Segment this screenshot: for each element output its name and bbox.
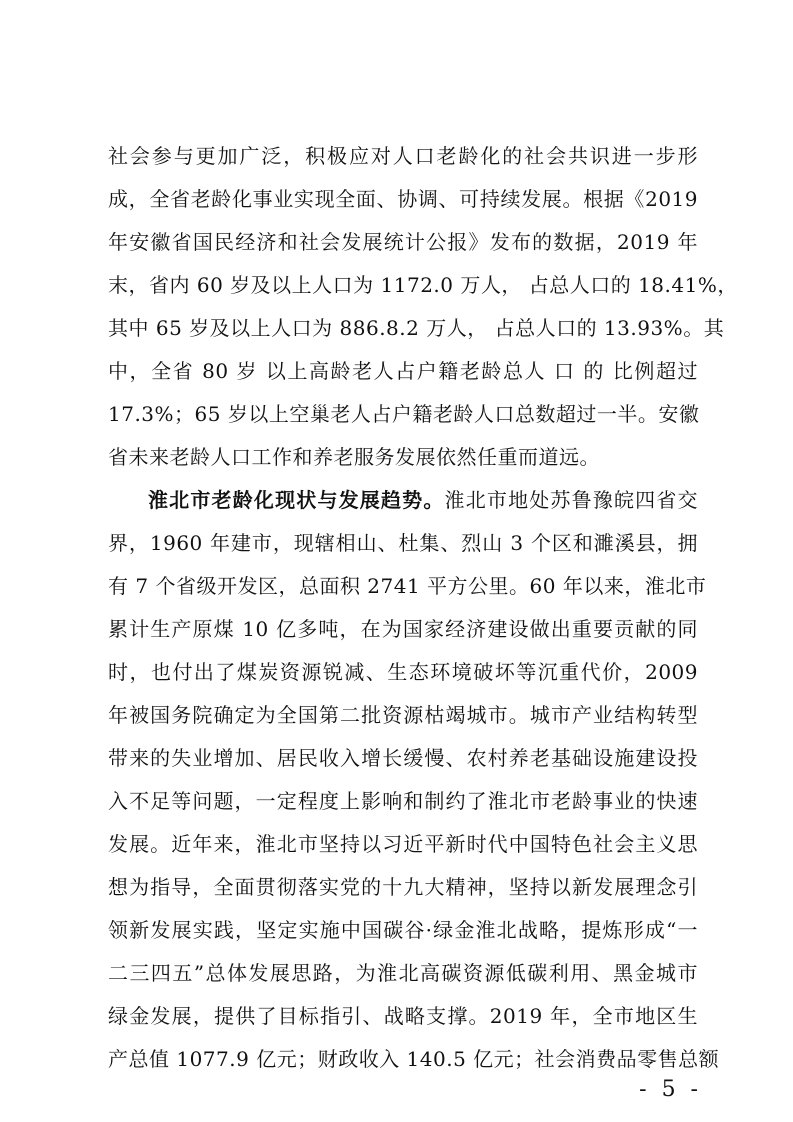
paragraph-2-line-5: 时，也付出了煤炭资源锐减、生态环境破坏等沉重代价，2009 [108,660,698,684]
paragraph-1-line-8: 省未来老龄人口工作和养老服务发展依然任重而道远。 [108,445,600,469]
paragraph-2-line-13: 绿金发展，提供了目标指引、战略支撑。2019 年，全市地区生 [108,1004,698,1028]
paragraph-2-line-1-text: 淮北市地处苏鲁豫皖四省交 [444,488,699,512]
paragraph-2-line-8: 入不足等问题，一定程度上影响和制约了淮北市老龄事业的快速 [108,789,698,813]
paragraph-2-line-7: 带来的失业增加、居民收入增长缓慢、农村养老基础设施建设投 [108,746,698,770]
paragraph-1-line-2: 成，全省老龄化事业实现全面、协调、可持续发展。根据《2019 [108,187,698,211]
paragraph-1-line-3: 年安徽省国民经济和社会发展统计公报》发布的数据，2019 年 [108,230,698,254]
paragraph-1-line-1: 社会参与更加广泛，积极应对人口老龄化的社会共识进一步形 [108,144,698,168]
paragraph-2-line-3: 有 7 个省级开发区，总面积 2741 平方公里。60 年以来，淮北市 [108,574,707,598]
page-number: - 5 - [639,1077,702,1102]
paragraph-1-line-5: 其中 65 岁及以上人口为 886.8.2 万人， 占总人口的 13.93%。其 [108,316,725,340]
paragraph-2-line-6: 年被国务院确定为全国第二批资源枯竭城市。城市产业结构转型 [108,703,698,727]
paragraph-2-line-12: 二三四五”总体发展思路，为淮北高碳资源低碳利用、黑金城市 [108,961,698,985]
paragraph-2-line-14: 产总值 1077.9 亿元；财政收入 140.5 亿元；社会消费品零售总额 [108,1047,720,1071]
paragraph-1-line-4: 末，省内 60 岁及以上人口为 1172.0 万人， 占总人口的 18.41%， [108,273,738,297]
paragraph-2-line-9: 发展。近年来，淮北市坚持以习近平新时代中国特色社会主义思 [108,832,698,856]
paragraph-2-line-1 [148,482,698,518]
paragraph-1-line-6: 中，全省 80 岁 以上高龄老人占户籍老龄总人 口 的 比例超过 [108,359,698,383]
section-heading: 淮北市老龄化现状与发展趋势。 [148,488,445,512]
paragraph-1-line-7: 17.3%；65 岁以上空巢老人占户籍老龄人口总数超过一半。安徽 [108,402,700,426]
paragraph-2-line-2: 界，1960 年建市，现辖相山、杜集、烈山 3 个区和濉溪县，拥 [108,531,698,555]
paragraph-2-line-4: 累计生产原煤 10 亿多吨，在为国家经济建设做出重要贡献的同 [108,617,698,641]
paragraph-2-line-11: 领新发展实践，坚定实施中国碳谷·绿金淮北战略，提炼形成“一 [108,918,698,942]
paragraph-2-line-10: 想为指导，全面贯彻落实党的十九大精神，坚持以新发展理念引 [108,875,698,899]
